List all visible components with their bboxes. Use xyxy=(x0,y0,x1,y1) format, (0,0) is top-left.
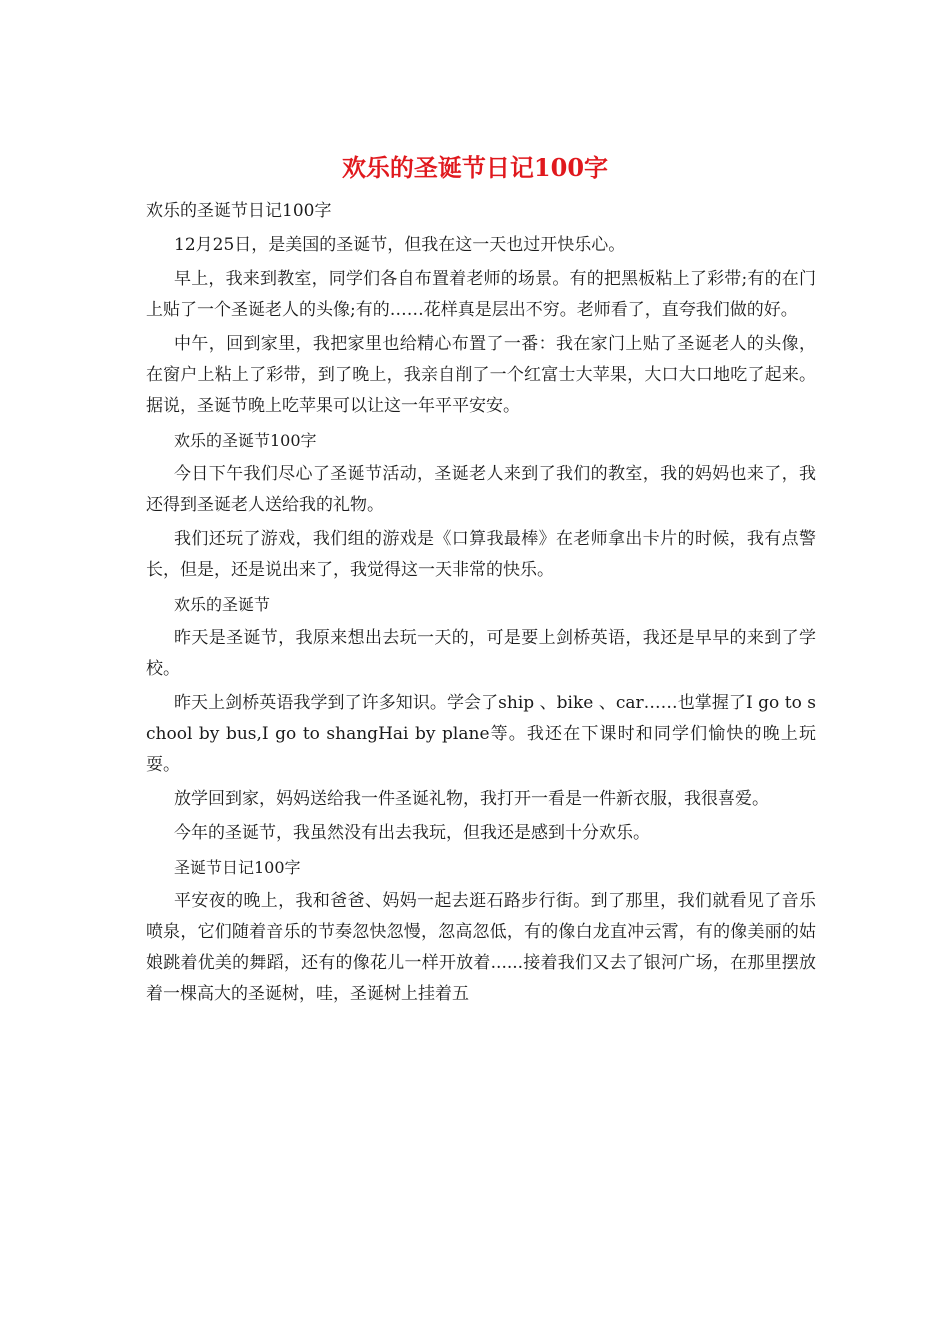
section-heading: 欢乐的圣诞节100字 xyxy=(174,431,317,450)
paragraph: 早上，我来到教室，同学们各自布置着老师的场景。有的把黑板粘上了彩带;有的在门上贴了一个圣诞老人的头像;有的……花样真是层出不穷。老师看了，直夸我们做的好。 xyxy=(146,269,816,320)
section-heading: 圣诞节日记100字 xyxy=(174,858,301,877)
paragraph: 我们还玩了游戏，我们组的游戏是《口算我最棒》在老师拿出卡片的时候，我有点警长，但是，还是说出来了，我觉得这一天非常的快乐。 xyxy=(146,529,816,580)
paragraph: 中午，回到家里，我把家里也给精心布置了一番：我在家门上贴了圣诞老人的头像，在窗户上粘上了彩带，到了晚上，我亲自削了一个红富士大苹果，大口大口地吃了起来。据说，圣诞节晚上吃苹果可以让这一年平平安安。 xyxy=(146,334,816,416)
paragraph: 平安夜的晚上，我和爸爸、妈妈一起去逛石路步行街。到了那里，我们就看见了音乐喷泉，它们随着音乐的节奏忽快忽慢，忽高忽低，有的像白龙直冲云霄，有的像美丽的姑娘跳着优美的舞蹈，还有的像花儿一样开放着......接着我们又去了银河广场，在那里摆放着一棵高大的圣诞树，哇，圣诞树上挂着五 xyxy=(146,891,816,1004)
paragraph: 昨天是圣诞节，我原来想出去玩一天的，可是要上剑桥英语，我还是早早的来到了学校。 xyxy=(146,628,816,679)
paragraph: 放学回到家，妈妈送给我一件圣诞礼物，我打开一看是一件新衣服，我很喜爱。 xyxy=(174,789,769,809)
document-body xyxy=(146,196,816,1013)
paragraph-intro-heading: 欢乐的圣诞节日记100字 xyxy=(146,201,332,221)
paragraph: 12月25日，是美国的圣诞节，但我在这一天也过开快乐心。 xyxy=(174,235,626,255)
paragraph: 今年的圣诞节，我虽然没有出去我玩，但我还是感到十分欢乐。 xyxy=(174,823,650,843)
document-title: 欢乐的圣诞节日记100字 xyxy=(341,153,609,182)
paragraph: 今日下午我们尽心了圣诞节活动，圣诞老人来到了我们的教室，我的妈妈也来了，我还得到圣诞老人送给我的礼物。 xyxy=(146,464,816,515)
section-heading: 欢乐的圣诞节 xyxy=(174,595,271,614)
paragraph: 昨天上剑桥英语我学到了许多知识。学会了ship 、bike 、car……也掌握了I go to school by bus,I go to shangHai by plane等。我还在下课时和同学们愉快的晚上玩耍。 xyxy=(146,693,816,775)
